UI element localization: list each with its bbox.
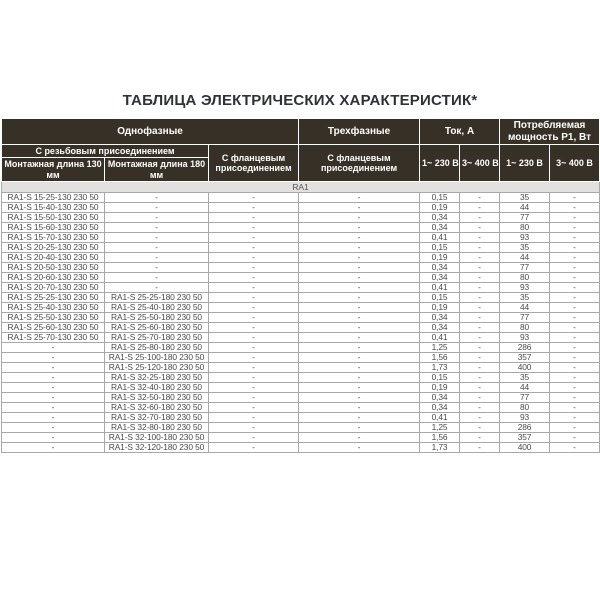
table-cell: - bbox=[460, 443, 500, 453]
table-cell: - bbox=[460, 393, 500, 403]
table-cell: - bbox=[550, 413, 600, 423]
table-cell: 0,19 bbox=[420, 383, 460, 393]
table-row bbox=[2, 423, 600, 433]
header-power-230: 1~ 230 В bbox=[500, 145, 550, 182]
table-cell: 357 bbox=[500, 353, 550, 363]
table-cell: - bbox=[550, 283, 600, 293]
table-cell: - bbox=[299, 193, 420, 203]
table-cell: RA1-S 32-40-180 230 50 bbox=[105, 383, 209, 393]
table-cell: - bbox=[460, 353, 500, 363]
table-cell: 93 bbox=[500, 233, 550, 243]
table-cell: 400 bbox=[500, 363, 550, 373]
table-row bbox=[2, 293, 600, 303]
table-cell: 44 bbox=[500, 303, 550, 313]
table-cell: RA1-S 20-60-130 230 50 bbox=[2, 273, 105, 283]
table-cell: - bbox=[209, 253, 299, 263]
table-cell: - bbox=[105, 243, 209, 253]
table-cell: 77 bbox=[500, 213, 550, 223]
table-cell: - bbox=[209, 343, 299, 353]
table-cell: - bbox=[209, 363, 299, 373]
table-row bbox=[2, 283, 600, 293]
table-row bbox=[2, 223, 600, 233]
series-label: RA1 bbox=[2, 182, 600, 193]
table-row bbox=[2, 303, 600, 313]
table-cell: - bbox=[209, 413, 299, 423]
table-cell: - bbox=[550, 443, 600, 453]
table-cell: RA1-S 25-120-180 230 50 bbox=[105, 363, 209, 373]
table-cell: 400 bbox=[500, 443, 550, 453]
table-cell: RA1-S 32-120-180 230 50 bbox=[105, 443, 209, 453]
table-cell: 286 bbox=[500, 423, 550, 433]
series-band-row bbox=[2, 182, 600, 193]
table-cell: RA1-S 32-25-180 230 50 bbox=[105, 373, 209, 383]
table-cell: - bbox=[105, 283, 209, 293]
table-cell: - bbox=[550, 203, 600, 213]
electrical-characteristics-table bbox=[1, 118, 600, 453]
table-cell: 0,41 bbox=[420, 233, 460, 243]
table-cell: - bbox=[2, 433, 105, 443]
table-row bbox=[2, 383, 600, 393]
table-cell: - bbox=[105, 273, 209, 283]
table-cell: - bbox=[460, 433, 500, 443]
table-row bbox=[2, 313, 600, 323]
table-cell: RA1-S 15-60-130 230 50 bbox=[2, 223, 105, 233]
table-cell: - bbox=[105, 213, 209, 223]
table-cell: - bbox=[105, 233, 209, 243]
table-cell: - bbox=[460, 253, 500, 263]
table-cell: 1,56 bbox=[420, 353, 460, 363]
table-row bbox=[2, 243, 600, 253]
table-cell: - bbox=[460, 243, 500, 253]
table-cell: 0,34 bbox=[420, 273, 460, 283]
table-cell: - bbox=[550, 313, 600, 323]
table-cell: - bbox=[209, 433, 299, 443]
table-cell: - bbox=[299, 233, 420, 243]
table-row bbox=[2, 203, 600, 213]
table-row bbox=[2, 323, 600, 333]
table-cell: - bbox=[209, 273, 299, 283]
table-cell: - bbox=[299, 353, 420, 363]
table-cell: - bbox=[550, 333, 600, 343]
header-three-phase: Трехфазные bbox=[299, 119, 420, 145]
table-cell: RA1-S 25-100-180 230 50 bbox=[105, 353, 209, 363]
table-cell: - bbox=[105, 263, 209, 273]
table-cell: - bbox=[550, 343, 600, 353]
table-row bbox=[2, 253, 600, 263]
table-cell: - bbox=[460, 263, 500, 273]
table-cell: - bbox=[460, 293, 500, 303]
table-cell: 44 bbox=[500, 253, 550, 263]
table-cell: RA1-S 15-40-130 230 50 bbox=[2, 203, 105, 213]
table-cell: - bbox=[460, 343, 500, 353]
table-row bbox=[2, 273, 600, 283]
table-cell: - bbox=[460, 233, 500, 243]
table-cell: - bbox=[550, 253, 600, 263]
header-mount-length-130: Монтажная длина 130 мм bbox=[2, 158, 105, 182]
table-cell: - bbox=[550, 263, 600, 273]
table-cell: RA1-S 20-70-130 230 50 bbox=[2, 283, 105, 293]
table-cell: RA1-S 25-80-180 230 50 bbox=[105, 343, 209, 353]
header-power-400: 3~ 400 В bbox=[550, 145, 600, 182]
table-cell: 0,15 bbox=[420, 373, 460, 383]
table-cell: - bbox=[460, 413, 500, 423]
table-cell: 77 bbox=[500, 393, 550, 403]
table-cell: - bbox=[460, 313, 500, 323]
table-cell: - bbox=[460, 283, 500, 293]
table-cell: - bbox=[299, 243, 420, 253]
table-cell: RA1-S 25-70-180 230 50 bbox=[105, 333, 209, 343]
header-current-400: 3~ 400 В bbox=[460, 145, 500, 182]
table-cell: - bbox=[105, 223, 209, 233]
table-cell: 357 bbox=[500, 433, 550, 443]
table-cell: - bbox=[209, 243, 299, 253]
header-mount-length-180: Монтажная длина 180 мм bbox=[105, 158, 209, 182]
table-row bbox=[2, 353, 600, 363]
table-cell: - bbox=[209, 333, 299, 343]
table-cell: - bbox=[460, 383, 500, 393]
table-cell: RA1-S 32-100-180 230 50 bbox=[105, 433, 209, 443]
table-cell: - bbox=[209, 303, 299, 313]
table-cell: - bbox=[460, 373, 500, 383]
table-cell: - bbox=[460, 273, 500, 283]
table-cell: - bbox=[460, 213, 500, 223]
table-row bbox=[2, 403, 600, 413]
table-cell: 93 bbox=[500, 413, 550, 423]
table-cell: 0,19 bbox=[420, 203, 460, 213]
table-cell: - bbox=[209, 383, 299, 393]
header-row-sub bbox=[2, 145, 600, 158]
table-cell: - bbox=[550, 213, 600, 223]
table-cell: - bbox=[299, 263, 420, 273]
table-cell: - bbox=[299, 423, 420, 433]
table-header bbox=[2, 119, 600, 182]
table-row bbox=[2, 433, 600, 443]
table-cell: 0,34 bbox=[420, 313, 460, 323]
table-cell: RA1-S 25-25-180 230 50 bbox=[105, 293, 209, 303]
table-cell: - bbox=[550, 323, 600, 333]
table-cell: - bbox=[2, 363, 105, 373]
table-cell: - bbox=[209, 353, 299, 363]
table-cell: - bbox=[2, 353, 105, 363]
table-cell: 44 bbox=[500, 383, 550, 393]
table-row bbox=[2, 443, 600, 453]
header-row-groups bbox=[2, 119, 600, 145]
table-cell: 0,41 bbox=[420, 283, 460, 293]
table-cell: - bbox=[460, 363, 500, 373]
table-cell: - bbox=[299, 203, 420, 213]
table-cell: RA1-S 32-80-180 230 50 bbox=[105, 423, 209, 433]
table-row bbox=[2, 333, 600, 343]
table-cell: - bbox=[460, 203, 500, 213]
page-title: ТАБЛИЦА ЭЛЕКТРИЧЕСКИХ ХАРАКТЕРИСТИК* bbox=[122, 92, 478, 109]
table-cell: 0,19 bbox=[420, 303, 460, 313]
table-cell: - bbox=[460, 323, 500, 333]
table-cell: - bbox=[209, 283, 299, 293]
table-cell: - bbox=[299, 433, 420, 443]
table-cell: - bbox=[299, 303, 420, 313]
table-cell: 0,34 bbox=[420, 323, 460, 333]
table-cell: - bbox=[299, 223, 420, 233]
table-cell: 80 bbox=[500, 403, 550, 413]
table-row bbox=[2, 393, 600, 403]
table-cell: - bbox=[209, 193, 299, 203]
table-cell: - bbox=[299, 283, 420, 293]
table-cell: 1,73 bbox=[420, 363, 460, 373]
table-cell: - bbox=[209, 213, 299, 223]
table-cell: RA1-S 25-60-130 230 50 bbox=[2, 323, 105, 333]
table-cell: - bbox=[550, 223, 600, 233]
header-power: Потребляемая мощность Р1, Вт bbox=[500, 119, 600, 145]
table-cell: RA1-S 32-60-180 230 50 bbox=[105, 403, 209, 413]
table-row bbox=[2, 363, 600, 373]
table-cell: 0,15 bbox=[420, 193, 460, 203]
table-cell: - bbox=[209, 373, 299, 383]
table-cell: - bbox=[299, 403, 420, 413]
table-cell: - bbox=[105, 193, 209, 203]
table-cell: 1,73 bbox=[420, 443, 460, 453]
table-cell: - bbox=[550, 393, 600, 403]
table-cell: - bbox=[460, 223, 500, 233]
table-cell: 1,56 bbox=[420, 433, 460, 443]
header-current-230: 1~ 230 В bbox=[420, 145, 460, 182]
table-cell: - bbox=[299, 413, 420, 423]
table-cell: - bbox=[2, 373, 105, 383]
table-cell: RA1-S 20-40-130 230 50 bbox=[2, 253, 105, 263]
table-cell: - bbox=[209, 393, 299, 403]
table-row bbox=[2, 233, 600, 243]
table-cell: RA1-S 32-70-180 230 50 bbox=[105, 413, 209, 423]
table-cell: 0,15 bbox=[420, 293, 460, 303]
table-cell: RA1-S 25-70-130 230 50 bbox=[2, 333, 105, 343]
table-cell: RA1-S 32-50-180 230 50 bbox=[105, 393, 209, 403]
table-cell: - bbox=[460, 333, 500, 343]
table-cell: - bbox=[550, 403, 600, 413]
table-cell: 80 bbox=[500, 223, 550, 233]
table-row bbox=[2, 343, 600, 353]
table-cell: - bbox=[299, 273, 420, 283]
table-cell: - bbox=[299, 323, 420, 333]
table-cell: 286 bbox=[500, 343, 550, 353]
table-cell: - bbox=[460, 193, 500, 203]
table-cell: 77 bbox=[500, 263, 550, 273]
table-cell: - bbox=[550, 233, 600, 243]
table-cell: - bbox=[550, 363, 600, 373]
table-cell: - bbox=[299, 363, 420, 373]
table-cell: - bbox=[299, 333, 420, 343]
table-cell: - bbox=[299, 253, 420, 263]
table-cell: - bbox=[209, 223, 299, 233]
table-cell: 35 bbox=[500, 193, 550, 203]
table-cell: - bbox=[550, 423, 600, 433]
table-cell: RA1-S 25-50-180 230 50 bbox=[105, 313, 209, 323]
table-cell: 77 bbox=[500, 313, 550, 323]
table-cell: - bbox=[209, 263, 299, 273]
header-single-phase: Однофазные bbox=[2, 119, 299, 145]
table-cell: - bbox=[209, 403, 299, 413]
table-cell: - bbox=[299, 393, 420, 403]
header-flange-single: С фланцевым присоединением bbox=[209, 145, 299, 182]
table-cell: - bbox=[2, 443, 105, 453]
table-cell: - bbox=[2, 413, 105, 423]
table-cell: - bbox=[550, 273, 600, 283]
table-row bbox=[2, 413, 600, 423]
table-cell: - bbox=[299, 293, 420, 303]
table-cell: - bbox=[550, 303, 600, 313]
table-cell: RA1-S 25-40-180 230 50 bbox=[105, 303, 209, 313]
table-cell: RA1-S 25-60-180 230 50 bbox=[105, 323, 209, 333]
table-cell: - bbox=[105, 253, 209, 263]
table-cell: - bbox=[299, 373, 420, 383]
table-cell: 80 bbox=[500, 273, 550, 283]
table-cell: - bbox=[299, 213, 420, 223]
table-cell: 0,41 bbox=[420, 333, 460, 343]
table-cell: - bbox=[550, 293, 600, 303]
table-cell: - bbox=[209, 293, 299, 303]
table-cell: RA1-S 20-50-130 230 50 bbox=[2, 263, 105, 273]
table-cell: 80 bbox=[500, 323, 550, 333]
table-cell: - bbox=[550, 433, 600, 443]
table-cell: - bbox=[299, 383, 420, 393]
header-flange-three: С фланцевым присоединением bbox=[299, 145, 420, 182]
table-cell: RA1-S 15-70-130 230 50 bbox=[2, 233, 105, 243]
table-cell: - bbox=[105, 203, 209, 213]
table-cell: - bbox=[299, 443, 420, 453]
table-cell: - bbox=[2, 393, 105, 403]
table-cell: 1,25 bbox=[420, 423, 460, 433]
table-cell: 93 bbox=[500, 283, 550, 293]
table-cell: RA1-S 20-25-130 230 50 bbox=[2, 243, 105, 253]
table-cell: - bbox=[460, 423, 500, 433]
table-cell: - bbox=[550, 243, 600, 253]
table-cell: 44 bbox=[500, 203, 550, 213]
table-cell: - bbox=[550, 353, 600, 363]
table-cell: RA1-S 15-25-130 230 50 bbox=[2, 193, 105, 203]
table-cell: RA1-S 15-50-130 230 50 bbox=[2, 213, 105, 223]
table-cell: - bbox=[550, 373, 600, 383]
table-cell: 35 bbox=[500, 373, 550, 383]
table-row bbox=[2, 213, 600, 223]
table-cell: 93 bbox=[500, 333, 550, 343]
table-cell: 0,34 bbox=[420, 403, 460, 413]
header-threaded-connection: С резьбовым присоединением bbox=[2, 145, 209, 158]
table-row bbox=[2, 193, 600, 203]
table-cell: - bbox=[209, 423, 299, 433]
table-cell: - bbox=[460, 303, 500, 313]
table-cell: RA1-S 25-50-130 230 50 bbox=[2, 313, 105, 323]
table-row bbox=[2, 373, 600, 383]
table-row bbox=[2, 263, 600, 273]
table-body bbox=[2, 182, 600, 453]
table-cell: RA1-S 25-25-130 230 50 bbox=[2, 293, 105, 303]
table-cell: - bbox=[550, 383, 600, 393]
table-cell: 0,19 bbox=[420, 253, 460, 263]
table-cell: - bbox=[209, 323, 299, 333]
table-cell: 1,25 bbox=[420, 343, 460, 353]
table-cell: 0,34 bbox=[420, 393, 460, 403]
table-cell: - bbox=[209, 443, 299, 453]
table-cell: RA1-S 25-40-130 230 50 bbox=[2, 303, 105, 313]
table-cell: - bbox=[2, 403, 105, 413]
table-cell: 35 bbox=[500, 293, 550, 303]
table-cell: 0,34 bbox=[420, 213, 460, 223]
table-cell: - bbox=[299, 313, 420, 323]
table-cell: 0,15 bbox=[420, 243, 460, 253]
table-cell: - bbox=[2, 383, 105, 393]
table-cell: - bbox=[209, 313, 299, 323]
table-cell: 0,34 bbox=[420, 223, 460, 233]
table-cell: - bbox=[2, 423, 105, 433]
table-cell: - bbox=[2, 343, 105, 353]
table-cell: 0,34 bbox=[420, 263, 460, 273]
table-cell: - bbox=[550, 193, 600, 203]
table-cell: - bbox=[299, 343, 420, 353]
table-cell: - bbox=[209, 233, 299, 243]
table-cell: - bbox=[460, 403, 500, 413]
table-cell: - bbox=[209, 203, 299, 213]
header-current: Ток, А bbox=[420, 119, 500, 145]
table-cell: 0,41 bbox=[420, 413, 460, 423]
table-cell: 35 bbox=[500, 243, 550, 253]
